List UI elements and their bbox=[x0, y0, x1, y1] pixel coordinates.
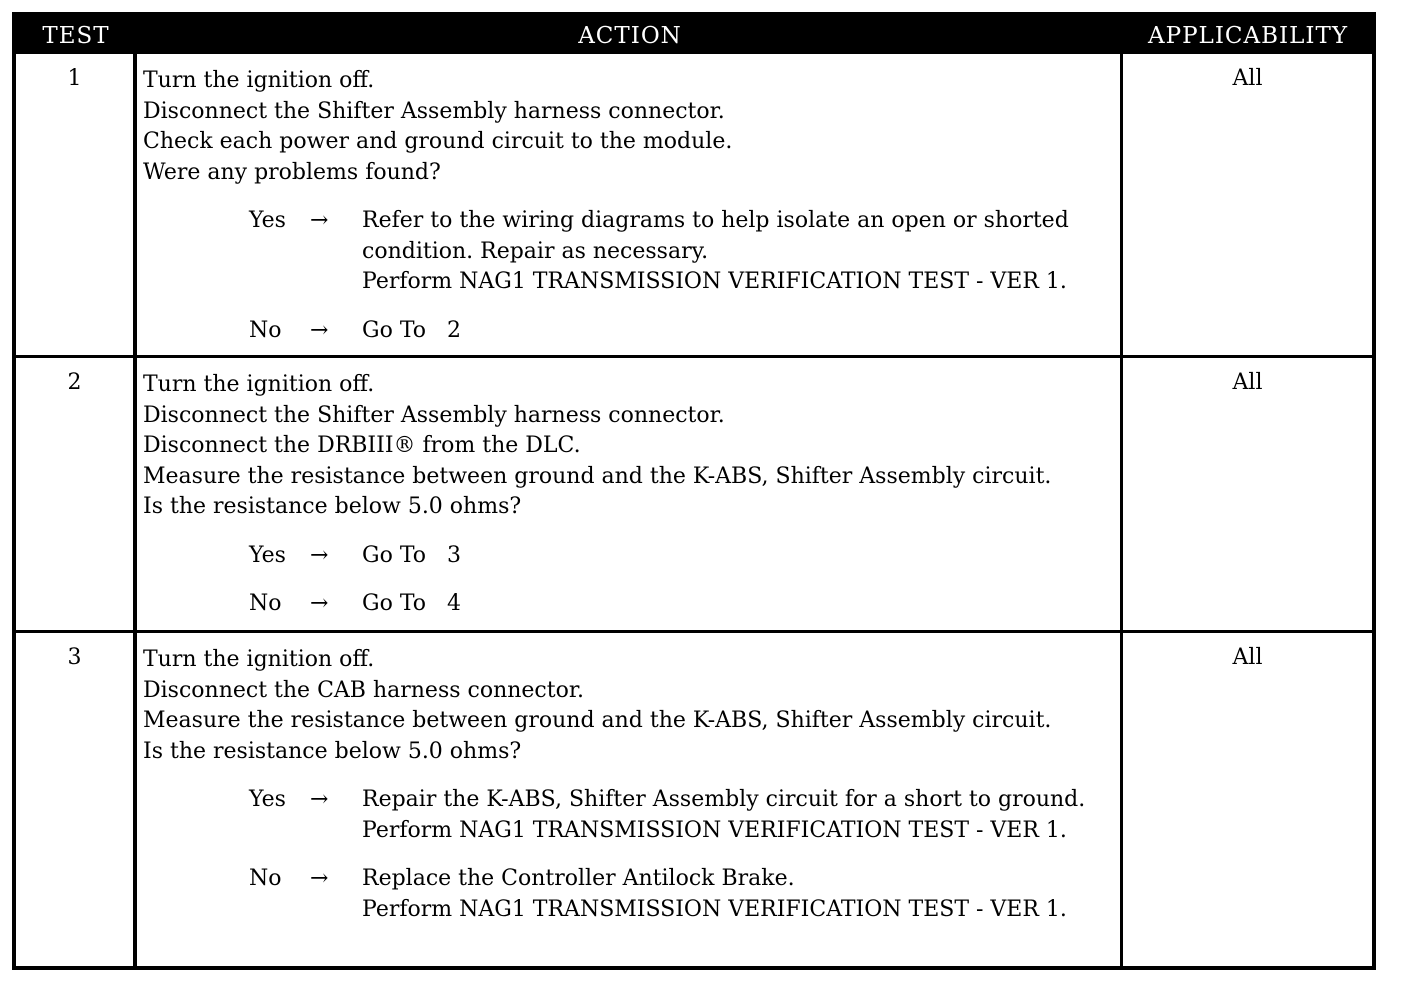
action-question: Is the resistance below 5.0 ohms? bbox=[143, 494, 522, 519]
yes-label: Yes bbox=[249, 787, 286, 812]
test-number: 2 bbox=[67, 370, 82, 395]
action-question: Is the resistance below 5.0 ohms? bbox=[143, 738, 522, 764]
yes-result bbox=[362, 206, 1118, 298]
no-label: No bbox=[249, 317, 282, 343]
action-step: Disconnect the Shifter Assembly harness connector. bbox=[143, 98, 725, 124]
result-line: Go To 2 bbox=[362, 317, 461, 343]
result-line: Perform NAG1 TRANSMISSION VERIFICATION TEST - VER 1. bbox=[362, 269, 1067, 294]
yes-answer bbox=[143, 541, 1118, 572]
result-line: Go To 4 bbox=[362, 591, 461, 616]
right-arrow-icon: → bbox=[310, 542, 329, 568]
header-action: ACTION bbox=[578, 23, 682, 49]
no-answer bbox=[143, 316, 1118, 347]
no-answer bbox=[143, 589, 1118, 620]
table-row bbox=[16, 54, 1372, 355]
right-arrow-icon: → bbox=[310, 866, 329, 891]
header-applicability: APPLICABILITY bbox=[1148, 23, 1348, 49]
action-step: Turn the ignition off. bbox=[143, 372, 375, 397]
no-label: No bbox=[249, 591, 282, 616]
no-result bbox=[362, 864, 1118, 925]
no-answer bbox=[143, 864, 1118, 925]
right-arrow-icon: → bbox=[310, 591, 329, 616]
yes-label: Yes bbox=[249, 208, 286, 233]
right-arrow-icon: → bbox=[310, 208, 329, 233]
header-test: TEST bbox=[42, 23, 110, 49]
yes-label: Yes bbox=[249, 542, 286, 568]
action-cell bbox=[143, 66, 1118, 346]
action-step: Check each power and ground circuit to the module. bbox=[143, 129, 733, 154]
no-result bbox=[362, 589, 1118, 620]
yes-answer bbox=[143, 785, 1118, 846]
result-line: Perform NAG1 TRANSMISSION VERIFICATION TEST - VER 1. bbox=[362, 817, 1067, 843]
action-step: Disconnect the Shifter Assembly harness connector. bbox=[143, 402, 725, 428]
test-number: 1 bbox=[67, 66, 82, 91]
right-arrow-icon: → bbox=[310, 787, 329, 812]
table-row bbox=[16, 633, 1372, 970]
action-step: Turn the ignition off. bbox=[143, 647, 375, 672]
applicability-value: All bbox=[1232, 66, 1263, 91]
table-row bbox=[16, 358, 1372, 630]
applicability-value: All bbox=[1232, 370, 1263, 395]
table-header bbox=[16, 16, 1372, 54]
action-cell bbox=[143, 645, 1118, 925]
yes-result bbox=[362, 785, 1118, 846]
action-step: Measure the resistance between ground and the K-ABS, Shifter Assembly circuit. bbox=[143, 463, 1052, 489]
no-label: No bbox=[249, 866, 282, 891]
result-line: Refer to the wiring diagrams to help isolate an open or shorted bbox=[362, 208, 1069, 233]
result-line: Perform NAG1 TRANSMISSION VERIFICATION TEST - VER 1. bbox=[362, 896, 1067, 922]
action-step: Disconnect the CAB harness connector. bbox=[143, 677, 584, 703]
test-number: 3 bbox=[67, 645, 82, 670]
yes-answer bbox=[143, 206, 1118, 298]
action-step: Measure the resistance between ground and the K-ABS, Shifter Assembly circuit. bbox=[143, 708, 1052, 733]
right-arrow-icon: → bbox=[310, 317, 329, 343]
result-line: Repair the K-ABS, Shifter Assembly circuit for a short to ground. bbox=[362, 787, 1086, 812]
action-cell bbox=[143, 370, 1118, 620]
action-step: Turn the ignition off. bbox=[143, 68, 375, 93]
result-line: Go To 3 bbox=[362, 542, 461, 568]
diagnostic-test-table bbox=[12, 12, 1376, 970]
result-line: condition. Repair as necessary. bbox=[362, 238, 709, 264]
action-question: Were any problems found? bbox=[143, 159, 441, 185]
yes-result bbox=[362, 541, 1118, 572]
no-result bbox=[362, 316, 1118, 347]
result-line: Replace the Controller Antilock Brake. bbox=[362, 866, 795, 891]
action-step: Disconnect the DRBIII® from the DLC. bbox=[143, 433, 581, 458]
applicability-value: All bbox=[1232, 645, 1263, 670]
